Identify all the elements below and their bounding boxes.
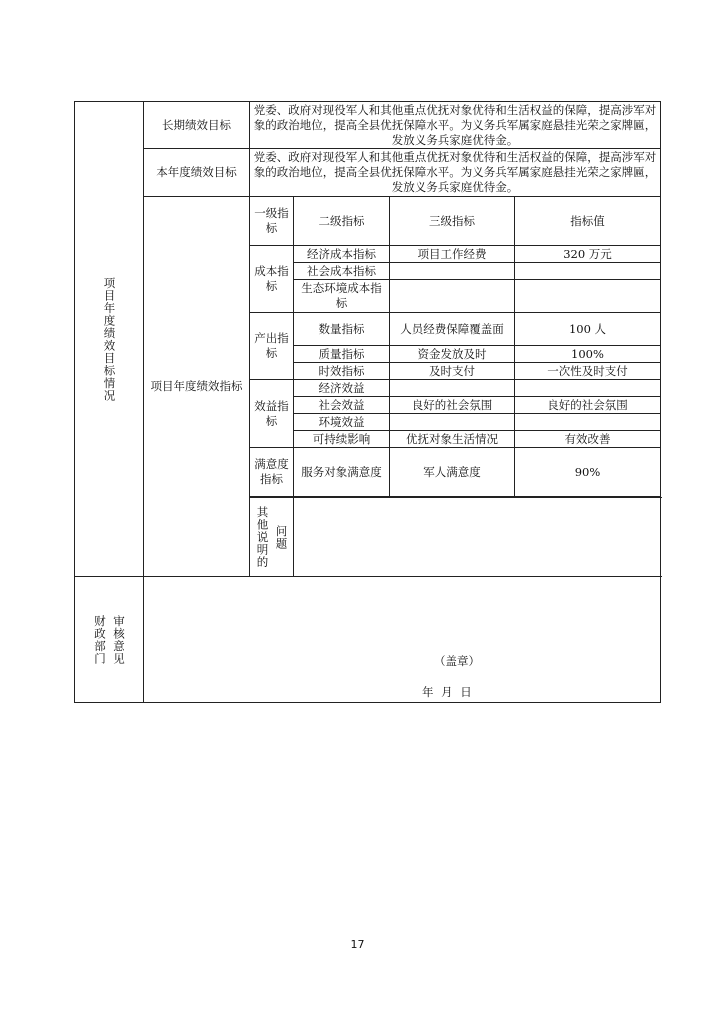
page-number: 17 xyxy=(350,938,365,951)
value-cell xyxy=(515,414,661,431)
finance-review-label-col1: 财政部门 xyxy=(93,614,107,665)
value-cell: 一次性及时支付 xyxy=(515,363,661,380)
level3-cell xyxy=(390,414,515,431)
other-notes-label-col2: 问题 xyxy=(274,524,289,550)
value-cell: 有效改善 xyxy=(515,431,661,448)
level1-output: 产出指标 xyxy=(250,313,294,380)
date-text: 年 月 日 xyxy=(422,685,474,699)
header-value: 指标值 xyxy=(515,197,661,246)
performance-table xyxy=(74,101,661,703)
finance-review-content xyxy=(144,577,661,703)
other-notes-label-col1: 其他说明的 xyxy=(255,505,270,569)
other-notes-content xyxy=(294,498,661,577)
level3-cell: 优抚对象生活情况 xyxy=(390,431,515,448)
annual-label: 本年度绩效目标 xyxy=(144,149,250,197)
level2-cell: 可持续影响 xyxy=(294,431,390,448)
level2-cell: 经济成本指标 xyxy=(294,246,390,263)
value-cell: 90% xyxy=(515,448,661,497)
other-notes-label xyxy=(250,498,294,577)
header-level2: 二级指标 xyxy=(294,197,390,246)
level3-cell xyxy=(390,280,515,313)
level3-cell xyxy=(390,380,515,397)
section-label-cell xyxy=(75,102,144,577)
level1-benefit: 效益指标 xyxy=(250,380,294,448)
level2-cell: 服务对象满意度 xyxy=(294,448,390,497)
section-label: 项目年度绩效目标情况 xyxy=(102,276,117,402)
level2-cell: 时效指标 xyxy=(294,363,390,380)
annual-text: 党委、政府对现役军人和其他重点优抚对象优待和生活权益的保障，提高涉军对象的政治地位，提高全县优抚保障水平。为义务兵军属家庭悬挂光荣之家牌匾，发放义务兵家庭优待金。 xyxy=(250,149,661,197)
level2-cell: 经济效益 xyxy=(294,380,390,397)
level2-cell: 质量指标 xyxy=(294,346,390,363)
value-cell: 320 万元 xyxy=(515,246,661,263)
seal-text: （盖章） xyxy=(434,654,480,668)
header-level3: 三级指标 xyxy=(390,197,515,246)
long-term-text: 党委、政府对现役军人和其他重点优抚对象优待和生活权益的保障，提高涉军对象的政治地位，提高全县优抚保障水平。为义务兵军属家庭悬挂光荣之家牌匾，发放义务兵家庭优待金。 xyxy=(250,102,661,149)
value-cell: 良好的社会氛围 xyxy=(515,397,661,414)
header-level1: 一级指标 xyxy=(250,197,294,246)
value-cell xyxy=(515,280,661,313)
level2-cell: 生态环境成本指标 xyxy=(294,280,390,313)
finance-review-label-col2: 审核意见 xyxy=(112,614,126,665)
level2-cell: 数量指标 xyxy=(294,313,390,346)
level2-cell: 环境效益 xyxy=(294,414,390,431)
level3-cell: 良好的社会氛围 xyxy=(390,397,515,414)
value-cell: 100 人 xyxy=(515,313,661,346)
level2-cell: 社会效益 xyxy=(294,397,390,414)
level3-cell: 人员经费保障覆盖面 xyxy=(390,313,515,346)
level3-cell xyxy=(390,263,515,280)
level1-satisfaction: 满意度指标 xyxy=(250,448,294,497)
long-term-label: 长期绩效目标 xyxy=(144,102,250,149)
indicators-label: 项目年度绩效指标 xyxy=(144,197,250,577)
finance-review-label xyxy=(75,577,144,703)
level3-cell: 及时支付 xyxy=(390,363,515,380)
level3-cell: 军人满意度 xyxy=(390,448,515,497)
level1-cost: 成本指标 xyxy=(250,246,294,313)
level3-cell: 资金发放及时 xyxy=(390,346,515,363)
value-cell xyxy=(515,263,661,280)
level2-cell: 社会成本指标 xyxy=(294,263,390,280)
value-cell: 100% xyxy=(515,346,661,363)
level3-cell: 项目工作经费 xyxy=(390,246,515,263)
value-cell xyxy=(515,380,661,397)
